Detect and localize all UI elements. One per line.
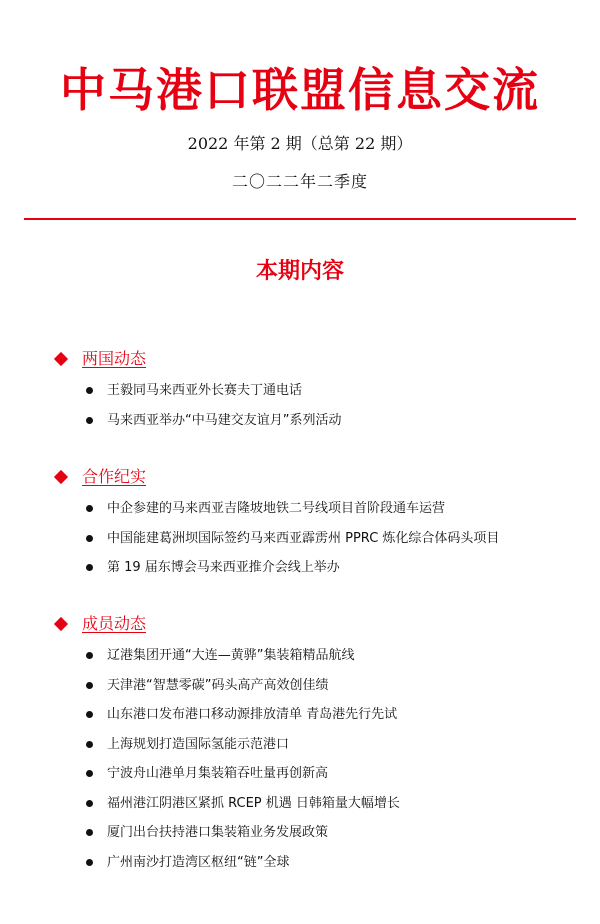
toc-item-text: 王毅同马来西亚外长赛夫丁通电话 <box>107 383 303 398</box>
diamond-bullet-icon <box>54 352 68 366</box>
bullet-icon <box>86 387 93 394</box>
section-item-list <box>52 641 572 877</box>
bullet-icon <box>86 564 93 571</box>
toc-heading: 本期内容 <box>255 259 344 284</box>
section-title[interactable]: 两国动态 <box>82 349 147 368</box>
bullet-icon <box>86 800 93 807</box>
toc-item-text: 中国能建葛洲坝国际签约马来西亚霹雳州 PPRC 炼化综合体码头项目 <box>107 530 500 546</box>
toc-item-text: 辽港集团开通“大连—黄骅”集装箱精品航线 <box>107 648 355 663</box>
diamond-bullet-icon <box>54 470 68 484</box>
toc-item-text: 广州南沙打造湾区枢纽“链”全球 <box>107 854 290 870</box>
toc-section-bilateral-news <box>52 346 572 435</box>
bullet-icon <box>86 652 93 659</box>
bullet-icon <box>86 535 93 542</box>
toc-item[interactable] <box>52 818 572 848</box>
bullet-icon <box>86 417 93 424</box>
bullet-icon <box>86 741 93 748</box>
toc-item[interactable] <box>52 406 572 436</box>
bullet-icon <box>86 829 93 836</box>
section-header <box>52 346 572 372</box>
bullet-icon <box>86 505 93 512</box>
section-item-list <box>52 494 572 583</box>
bullet-icon <box>86 859 93 866</box>
toc-item-text: 福州港江阴港区紧抓 RCEP 机遇 日韩箱量大幅增长 <box>107 795 400 811</box>
toc-item-text: 中企参建的马来西亚吉隆坡地铁二号线项目首阶段通车运营 <box>107 501 446 516</box>
issue-quarter: 二〇二二年二季度 <box>231 172 368 191</box>
toc-item[interactable] <box>52 789 572 819</box>
toc-item[interactable] <box>52 494 572 524</box>
section-item-list <box>52 376 572 435</box>
issue-number: 2022 年第 2 期（总第 22 期） <box>187 134 413 153</box>
toc-item[interactable] <box>52 848 572 878</box>
toc-item[interactable] <box>52 553 572 583</box>
toc-section-cooperation <box>52 464 572 583</box>
toc-item[interactable] <box>52 376 572 406</box>
toc-item-text: 第 19 届东博会马来西亚推介会线上举办 <box>107 560 340 575</box>
bullet-icon <box>86 682 93 689</box>
toc-item[interactable] <box>52 641 572 671</box>
toc-item-text: 上海规划打造国际氢能示范港口 <box>107 736 290 752</box>
toc-item[interactable] <box>52 730 572 760</box>
toc-item[interactable] <box>52 759 572 789</box>
toc-item-text: 山东港口发布港口移动源排放清单 青岛港先行先试 <box>107 707 398 722</box>
toc-section-member-news <box>52 611 572 877</box>
toc-item[interactable] <box>52 671 572 701</box>
section-header <box>52 611 572 637</box>
toc-item[interactable] <box>52 524 572 554</box>
bullet-icon <box>86 770 93 777</box>
diamond-bullet-icon <box>54 617 68 631</box>
toc-item-text: 马来西亚举办“中马建交友谊月”系列活动 <box>107 412 342 428</box>
newsletter-title: 中马港口联盟信息交流 <box>60 63 540 117</box>
section-header <box>52 464 572 490</box>
section-title[interactable]: 合作纪实 <box>82 467 147 486</box>
toc-item-text: 厦门出台扶持港口集装箱业务发展政策 <box>107 825 329 840</box>
section-title[interactable]: 成员动态 <box>82 614 147 633</box>
toc-item[interactable] <box>52 700 572 730</box>
header-divider <box>24 218 576 220</box>
toc-item-text: 天津港“智慧零碳”码头高产高效创佳绩 <box>107 677 329 693</box>
bullet-icon <box>86 711 93 718</box>
toc-item-text: 宁波舟山港单月集装箱吞吐量再创新高 <box>107 766 329 781</box>
